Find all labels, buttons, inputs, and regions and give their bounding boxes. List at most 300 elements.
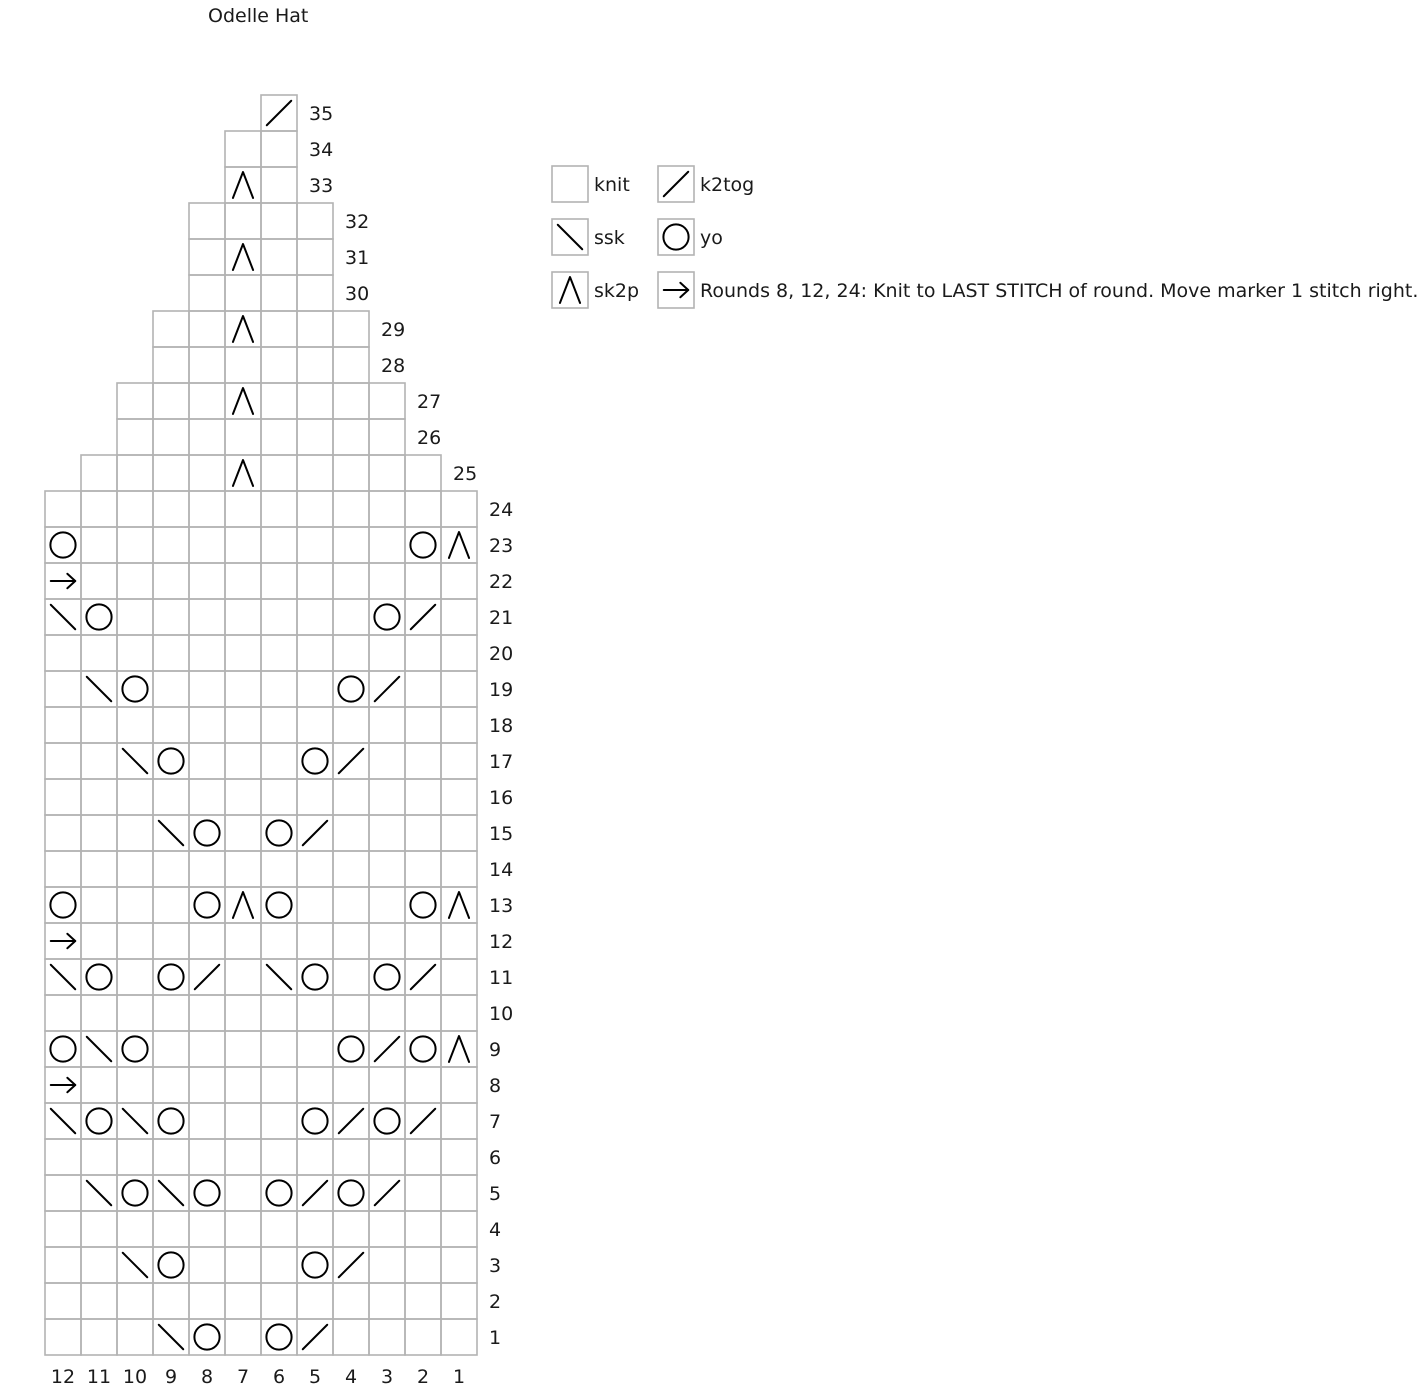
stitch-cell — [189, 923, 225, 959]
stitch-cell — [369, 995, 405, 1031]
stitch-cell — [225, 527, 261, 563]
stitch-cell — [225, 779, 261, 815]
stitch-cell — [405, 1067, 441, 1103]
chart-row-19 — [45, 671, 477, 707]
stitch-cell — [153, 995, 189, 1031]
stitch-cell — [117, 419, 153, 455]
stitch-cell — [441, 1319, 477, 1355]
stitch-cell — [81, 1211, 117, 1247]
stitch-cell — [189, 347, 225, 383]
stitch-cell — [117, 923, 153, 959]
yo-symbol — [158, 1252, 183, 1277]
ssk-symbol — [123, 1109, 147, 1133]
round-number: 7 — [489, 1111, 502, 1133]
ssk-symbol — [558, 225, 582, 249]
yo-symbol — [338, 1180, 363, 1205]
stitch-cell — [153, 671, 189, 707]
stitch-cell — [189, 455, 225, 491]
stitch-cell — [117, 455, 153, 491]
yo-symbol — [86, 604, 111, 629]
stitch-cell — [45, 1319, 81, 1355]
stitch-cell — [117, 779, 153, 815]
stitch-cell — [225, 887, 261, 923]
yo-symbol — [374, 604, 399, 629]
stitch-cell — [117, 599, 153, 635]
stitch-cell — [153, 923, 189, 959]
yo-symbol — [50, 532, 75, 557]
round-number: 26 — [417, 427, 442, 449]
stitch-cell — [189, 203, 225, 239]
yo-symbol — [338, 676, 363, 701]
stitch-cell — [369, 1247, 405, 1283]
stitch-cell — [45, 1067, 81, 1103]
stitch-cell — [405, 923, 441, 959]
stitch-cell — [297, 995, 333, 1031]
ssk-symbol — [51, 965, 75, 989]
sk2p-symbol — [233, 460, 253, 486]
stitch-cell — [189, 419, 225, 455]
stitch-cell — [153, 1103, 189, 1139]
stitch-cell — [297, 311, 333, 347]
round-number: 4 — [489, 1219, 502, 1241]
legend-label: ssk — [594, 227, 625, 249]
k2tog-symbol — [267, 101, 291, 125]
stitch-cell — [225, 635, 261, 671]
chart-row-29 — [153, 311, 369, 347]
stitch-cell — [333, 707, 369, 743]
stitch-cell — [225, 743, 261, 779]
stitch-cell — [369, 527, 405, 563]
stitch-cell — [153, 1283, 189, 1319]
round-number: 12 — [489, 931, 514, 953]
stitch-cell — [297, 779, 333, 815]
stitch-cell — [297, 275, 333, 311]
yo-symbol — [410, 1036, 435, 1061]
stitch-cell — [225, 239, 261, 275]
stitch-cell — [441, 851, 477, 887]
stitch-cell — [153, 311, 189, 347]
ssk-symbol — [87, 677, 111, 701]
stitch-cell — [261, 1031, 297, 1067]
stitch-cell — [297, 383, 333, 419]
column-number: 8 — [200, 1366, 214, 1388]
chart-row-32 — [189, 203, 333, 239]
k2tog-symbol — [411, 965, 435, 989]
legend-label: yo — [700, 227, 723, 249]
stitch-cell — [261, 1319, 297, 1355]
stitch-cell — [225, 1211, 261, 1247]
stitch-cell — [45, 1283, 81, 1319]
round-number: 29 — [381, 319, 406, 341]
stitch-cell — [189, 491, 225, 527]
chart-grid — [45, 95, 477, 1355]
chart-row-4 — [45, 1211, 477, 1247]
stitch-cell — [297, 1211, 333, 1247]
sk2p-symbol — [449, 532, 469, 558]
stitch-cell — [81, 815, 117, 851]
stitch-cell — [405, 1031, 441, 1067]
stitch-cell — [81, 1319, 117, 1355]
stitch-cell — [81, 527, 117, 563]
stitch-cell — [369, 1139, 405, 1175]
stitch-cell — [117, 959, 153, 995]
legend-label: k2tog — [700, 174, 755, 196]
stitch-cell — [333, 671, 369, 707]
stitch-cell — [369, 599, 405, 635]
stitch-cell — [189, 1175, 225, 1211]
yo-symbol — [302, 1108, 327, 1133]
round-number: 23 — [489, 535, 514, 557]
sk2p-symbol — [233, 892, 253, 918]
stitch-cell — [189, 563, 225, 599]
stitch-cell — [117, 563, 153, 599]
stitch-cell — [441, 563, 477, 599]
sk2p-symbol — [449, 892, 469, 918]
stitch-cell — [189, 635, 225, 671]
stitch-cell — [45, 923, 81, 959]
stitch-cell — [333, 599, 369, 635]
chart-row-17 — [45, 743, 477, 779]
stitch-cell — [189, 779, 225, 815]
stitch-cell — [225, 995, 261, 1031]
stitch-cell — [297, 815, 333, 851]
stitch-cell — [369, 1031, 405, 1067]
stitch-cell — [189, 1211, 225, 1247]
stitch-cell — [225, 923, 261, 959]
round-number: 20 — [489, 643, 514, 665]
round-number: 6 — [489, 1147, 502, 1169]
stitch-cell — [189, 239, 225, 275]
stitch-cell — [261, 1139, 297, 1175]
round-number: 32 — [345, 211, 370, 233]
ssk-symbol — [87, 1181, 111, 1205]
chart-row-15 — [45, 815, 477, 851]
stitch-cell — [45, 599, 81, 635]
yo-symbol — [338, 1036, 363, 1061]
stitch-cell — [81, 1175, 117, 1211]
stitch-cell — [153, 383, 189, 419]
stitch-cell — [81, 959, 117, 995]
stitch-cell — [261, 239, 297, 275]
legend-item-sk2p — [552, 272, 639, 308]
stitch-cell — [333, 419, 369, 455]
round-number: 1 — [489, 1327, 502, 1349]
column-labels — [51, 1366, 465, 1388]
round-number: 25 — [453, 463, 478, 485]
stitch-cell — [261, 743, 297, 779]
k2tog-symbol — [411, 605, 435, 629]
stitch-cell — [81, 1247, 117, 1283]
stitch-cell — [369, 1283, 405, 1319]
stitch-cell — [81, 995, 117, 1031]
stitch-cell — [117, 851, 153, 887]
stitch-cell — [261, 599, 297, 635]
yo-symbol — [194, 892, 219, 917]
stitch-cell — [81, 671, 117, 707]
stitch-cell — [153, 635, 189, 671]
yo-symbol — [302, 748, 327, 773]
stitch-cell — [189, 743, 225, 779]
stitch-cell — [81, 851, 117, 887]
stitch-cell — [81, 1067, 117, 1103]
stitch-cell — [261, 1211, 297, 1247]
round-number: 5 — [489, 1183, 502, 1205]
chart-row-24 — [45, 491, 477, 527]
column-number: 10 — [122, 1366, 148, 1388]
stitch-cell — [405, 455, 441, 491]
stitch-cell — [81, 923, 117, 959]
stitch-cell — [81, 743, 117, 779]
yo-symbol — [122, 1180, 147, 1205]
ssk-symbol — [159, 1181, 183, 1205]
stitch-cell — [369, 671, 405, 707]
stitch-cell — [189, 1067, 225, 1103]
k2tog-symbol — [339, 749, 363, 773]
stitch-cell — [117, 491, 153, 527]
stitch-cell — [225, 851, 261, 887]
chart-row-8 — [45, 1067, 477, 1103]
stitch-cell — [441, 599, 477, 635]
ssk-symbol — [51, 1109, 75, 1133]
yo-symbol — [158, 748, 183, 773]
stitch-cell — [45, 887, 81, 923]
stitch-cell — [261, 455, 297, 491]
stitch-cell — [153, 455, 189, 491]
stitch-cell — [117, 1211, 153, 1247]
yo-symbol — [266, 1180, 291, 1205]
stitch-cell — [261, 815, 297, 851]
stitch-cell — [225, 455, 261, 491]
round-number: 10 — [489, 1003, 514, 1025]
stitch-cell — [297, 1283, 333, 1319]
stitch-cell — [45, 1103, 81, 1139]
stitch-cell — [333, 1247, 369, 1283]
chart-row-16 — [45, 779, 477, 815]
stitch-cell — [369, 383, 405, 419]
stitch-cell — [405, 1139, 441, 1175]
stitch-cell — [45, 635, 81, 671]
round-number: 33 — [309, 175, 334, 197]
stitch-cell — [153, 959, 189, 995]
k2tog-symbol — [411, 1109, 435, 1133]
stitch-cell — [297, 635, 333, 671]
stitch-cell — [225, 707, 261, 743]
stitch-cell — [405, 527, 441, 563]
stitch-cell — [225, 167, 261, 203]
stitch-cell — [369, 959, 405, 995]
yo-symbol — [410, 892, 435, 917]
column-number: 11 — [86, 1366, 112, 1388]
yo-symbol — [302, 1252, 327, 1277]
stitch-cell — [189, 815, 225, 851]
legend-item-ssk — [552, 219, 625, 255]
ssk-symbol — [123, 1253, 147, 1277]
round-number: 16 — [489, 787, 514, 809]
legend-label: knit — [594, 174, 630, 196]
stitch-cell — [405, 707, 441, 743]
chart-row-5 — [45, 1175, 477, 1211]
stitch-cell — [333, 995, 369, 1031]
stitch-cell — [297, 599, 333, 635]
yo-symbol — [50, 892, 75, 917]
round-number: 35 — [309, 103, 334, 125]
ssk-symbol — [51, 605, 75, 629]
chart-row-12 — [45, 923, 477, 959]
stitch-cell — [189, 275, 225, 311]
column-number: 5 — [308, 1366, 322, 1388]
stitch-cell — [81, 563, 117, 599]
stitch-cell — [81, 455, 117, 491]
stitch-cell — [225, 815, 261, 851]
stitch-cell — [117, 635, 153, 671]
stitch-cell — [405, 815, 441, 851]
chart-title: Odelle Hat — [208, 5, 309, 27]
stitch-cell — [45, 563, 81, 599]
column-number: 12 — [50, 1366, 76, 1388]
ssk-symbol — [159, 1325, 183, 1349]
k2tog-symbol — [664, 172, 688, 196]
stitch-cell — [81, 491, 117, 527]
stitch-cell — [153, 1247, 189, 1283]
stitch-cell — [81, 1103, 117, 1139]
stitch-cell — [405, 1175, 441, 1211]
ssk-symbol — [123, 749, 147, 773]
stitch-cell — [189, 311, 225, 347]
sk2p-symbol — [233, 244, 253, 270]
chart-row-14 — [45, 851, 477, 887]
yo-symbol — [410, 532, 435, 557]
chart-row-1 — [45, 1319, 477, 1355]
stitch-cell — [369, 1211, 405, 1247]
stitch-cell — [189, 383, 225, 419]
stitch-cell — [153, 527, 189, 563]
yo-symbol — [158, 1108, 183, 1133]
chart-row-35 — [261, 95, 297, 131]
legend-item-arrow — [658, 272, 1418, 308]
stitch-cell — [297, 1067, 333, 1103]
sk2p-symbol — [233, 172, 253, 198]
stitch-cell — [369, 563, 405, 599]
stitch-cell — [369, 743, 405, 779]
round-number: 14 — [489, 859, 514, 881]
stitch-cell — [225, 1283, 261, 1319]
stitch-cell — [45, 779, 81, 815]
stitch-cell — [45, 995, 81, 1031]
stitch-cell — [297, 923, 333, 959]
stitch-cell — [441, 743, 477, 779]
column-number: 1 — [452, 1366, 466, 1388]
k2tog-symbol — [375, 1037, 399, 1061]
stitch-cell — [225, 1175, 261, 1211]
stitch-cell — [333, 815, 369, 851]
stitch-cell — [297, 1175, 333, 1211]
stitch-cell — [189, 527, 225, 563]
round-number: 31 — [345, 247, 370, 269]
stitch-cell — [117, 527, 153, 563]
stitch-cell — [261, 275, 297, 311]
stitch-cell — [189, 1103, 225, 1139]
stitch-cell — [117, 1067, 153, 1103]
stitch-cell — [441, 779, 477, 815]
stitch-cell — [225, 419, 261, 455]
stitch-cell — [369, 779, 405, 815]
k2tog-symbol — [375, 677, 399, 701]
stitch-cell — [117, 1103, 153, 1139]
chart-row-21 — [45, 599, 477, 635]
chart-row-10 — [45, 995, 477, 1031]
stitch-cell — [333, 1139, 369, 1175]
stitch-cell — [405, 743, 441, 779]
stitch-cell — [261, 851, 297, 887]
stitch-cell — [441, 707, 477, 743]
stitch-cell — [261, 203, 297, 239]
stitch-cell — [441, 995, 477, 1031]
stitch-cell — [441, 1067, 477, 1103]
ssk-symbol — [159, 821, 183, 845]
stitch-cell — [225, 347, 261, 383]
stitch-cell — [261, 167, 297, 203]
stitch-cell — [333, 743, 369, 779]
yo-symbol — [86, 1108, 111, 1133]
stitch-cell — [441, 1103, 477, 1139]
yo-symbol — [266, 1324, 291, 1349]
yo-symbol — [302, 964, 327, 989]
round-number: 24 — [489, 499, 514, 521]
stitch-cell — [405, 887, 441, 923]
stitch-cell — [261, 707, 297, 743]
stitch-cell — [297, 203, 333, 239]
stitch-cell — [153, 815, 189, 851]
stitch-cell — [405, 1103, 441, 1139]
legend-item-k2tog — [658, 166, 754, 202]
stitch-cell — [117, 1175, 153, 1211]
stitch-cell — [369, 491, 405, 527]
stitch-cell — [441, 671, 477, 707]
round-number: 18 — [489, 715, 514, 737]
chart-row-13 — [45, 887, 477, 923]
stitch-cell — [189, 707, 225, 743]
stitch-cell — [189, 599, 225, 635]
stitch-cell — [189, 1283, 225, 1319]
round-number: 15 — [489, 823, 514, 845]
stitch-cell — [405, 1211, 441, 1247]
stitch-cell — [261, 923, 297, 959]
k2tog-symbol — [303, 1181, 327, 1205]
stitch-cell — [261, 563, 297, 599]
stitch-cell — [297, 1103, 333, 1139]
stitch-cell — [441, 1175, 477, 1211]
stitch-cell — [261, 347, 297, 383]
stitch-cell — [333, 1283, 369, 1319]
stitch-cell — [225, 1247, 261, 1283]
stitch-cell — [333, 1319, 369, 1355]
stitch-cell — [225, 131, 261, 167]
stitch-cell — [441, 635, 477, 671]
stitch-cell — [117, 1031, 153, 1067]
stitch-cell — [369, 851, 405, 887]
stitch-cell — [297, 1031, 333, 1067]
stitch-cell — [45, 1031, 81, 1067]
stitch-cell — [333, 1211, 369, 1247]
chart-row-26 — [117, 419, 405, 455]
chart-row-30 — [189, 275, 333, 311]
stitch-cell — [261, 1067, 297, 1103]
stitch-cell — [333, 383, 369, 419]
stitch-cell — [369, 887, 405, 923]
stitch-cell — [117, 1139, 153, 1175]
stitch-cell — [189, 1139, 225, 1175]
chart-row-33 — [225, 167, 297, 203]
